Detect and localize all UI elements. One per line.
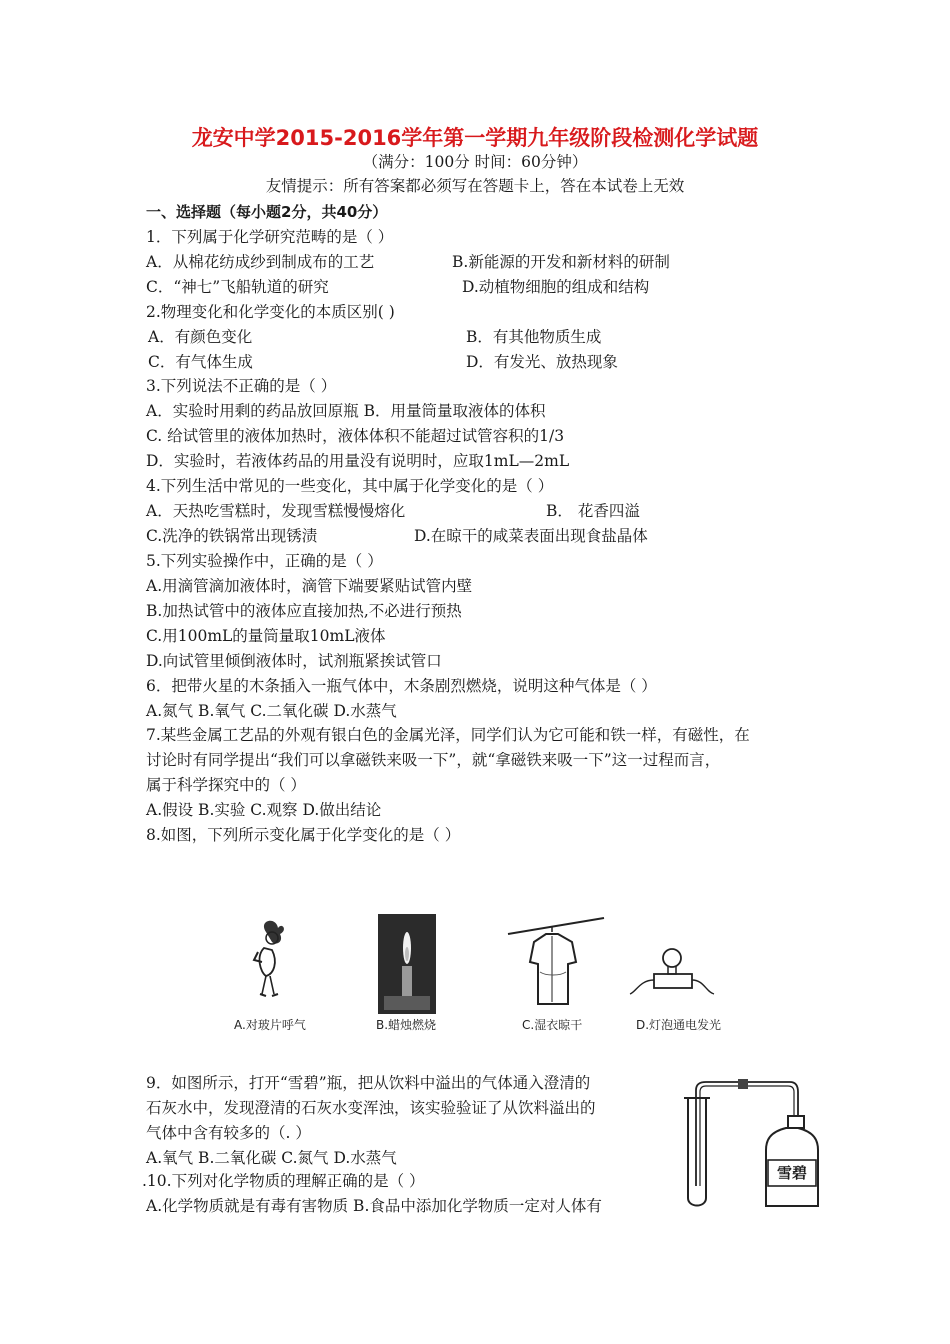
q2-option-a: A．有颜色变化 [148,328,253,346]
q7-line-3: 属于科学探究中的（ ） [146,776,306,794]
exam-title: 龙安中学2015-2016学年第一学期九年级阶段检测化学试题 [191,126,759,150]
exam-tip: 友情提示：所有答案都必须写在答题卡上，答在本试卷上无效 [265,177,685,195]
q8-figure [226,900,746,1042]
q9-line-2: 石灰水中，发现澄清的石灰水变浑浊，该实验验证了从饮料溢出的 [146,1099,596,1117]
q5-option-a: A.用滴管滴加液体时，滴管下端要紧贴试管内壁 [146,577,473,595]
q2-option-d: D．有发光、放热现象 [466,353,618,371]
q4-option-d: D.在晾干的咸菜表面出现食盐晶体 [414,527,648,545]
q5-option-d: D.向试管里倾倒液体时，试剂瓶紧挨试管口 [146,652,442,670]
q8-caption-c: C.湿衣晾干 [522,1018,583,1032]
q7-options: A.假设 B.实验 C.观察 D.做出结论 [146,801,382,819]
test-tube-bottle-icon [680,1076,820,1216]
q4-option-b: B． 花香四溢 [546,502,640,520]
q1-option-a: A．从棉花纺成纱到制成布的工艺 [146,253,375,271]
q1-stem: 1．下列属于化学研究范畴的是（ ） [146,228,394,246]
q6-stem: 6．把带火星的木条插入一瓶气体中，木条剧烈燃烧，说明这种气体是（ ） [146,677,657,695]
section-heading: 一、选择题（每小题2分，共40分） [146,203,388,221]
drying-clothes-icon [506,912,606,1012]
q3-option-c: C. 给试管里的液体加热时，液体体积不能超过试管容积的1/3 [146,427,565,445]
q10-options-ab: A.化学物质就是有毒有害物质 B.食品中添加化学物质一定对人体有 [146,1197,602,1215]
q2-stem: 2.物理变化和化学变化的本质区别( ) [146,303,395,321]
light-bulb-icon [626,940,716,1010]
q3-option-d: D．实验时，若液体药品的用量没有说明时，应取1mL—2mL [146,452,570,470]
q4-option-c: C.洗净的铁锅常出现锈渍 [146,527,318,545]
q1-option-d: D.动植物细胞的组成和结构 [462,278,650,296]
q2-option-b: B．有其他物质生成 [466,328,602,346]
q4-option-a: A．天热吃雪糕时，发现雪糕慢慢熔化 [146,502,406,520]
q1-option-b: B.新能源的开发和新材料的研制 [452,253,670,271]
q9-options: A.氧气 B.二氧化碳 C.氮气 D.水蒸气 [146,1149,397,1167]
q3-stem: 3.下列说法不正确的是（ ） [146,377,337,395]
q8-stem: 8.如图，下列所示变化属于化学变化的是（ ） [146,826,461,844]
q8-caption-a: A.对玻片呼气 [234,1018,306,1032]
bottle-label: 雪碧 [776,1164,807,1182]
exam-meta: （满分：100分 时间：60分钟） [362,153,588,171]
q8-caption-b: B.蜡烛燃烧 [376,1018,437,1032]
q6-options: A.氮气 B.氧气 C.二氧化碳 D.水蒸气 [146,702,397,720]
q9-line-3: 气体中含有较多的（. ） [146,1124,311,1142]
q7-line-1: 7.某些金属工艺品的外观有银白色的金属光泽，同学们认为它可能和铁一样，有磁性，在 [146,726,750,744]
q5-stem: 5.下列实验操作中，正确的是（ ） [146,552,383,570]
q4-stem: 4.下列生活中常见的一些变化，其中属于化学变化的是（ ） [146,477,554,495]
person-breathing-icon [236,912,306,1012]
q9-line-1: 9．如图所示，打开“雪碧”瓶，把从饮料中溢出的气体通入澄清的 [146,1074,591,1092]
q10-stem: .10.下列对化学物质的理解正确的是（ ） [142,1172,425,1190]
q1-option-c: C．“神七”飞船轨道的研究 [146,278,329,296]
q8-caption-d: D.灯泡通电发光 [636,1018,722,1032]
q3-options-ab: A．实验时用剩的药品放回原瓶 B．用量筒量取液体的体积 [146,402,546,420]
q5-option-b: B.加热试管中的液体应直接加热,不必进行预热 [146,602,462,620]
q5-option-c: C.用100mL的量筒量取10mL液体 [146,627,386,645]
candle-burning-icon [378,914,436,1014]
q9-figure [680,1076,820,1216]
q2-option-c: C．有气体生成 [148,353,253,371]
q7-line-2: 讨论时有同学提出“我们可以拿磁铁来吸一下”，就“拿磁铁来吸一下”这一过程而言， [146,751,721,769]
